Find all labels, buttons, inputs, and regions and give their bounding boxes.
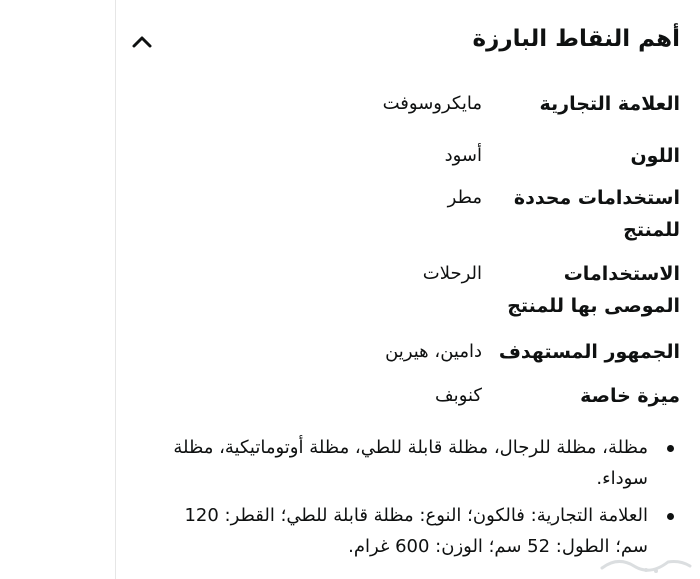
attribute-key: اللون — [630, 145, 680, 167]
collapse-button[interactable] — [128, 28, 156, 56]
attribute-row-recommended-uses — [140, 258, 680, 336]
bullet-dot-icon — [667, 445, 674, 452]
attribute-key: استخدامات محددة للمنتج — [513, 187, 680, 241]
bullet-text: العلامة التجارية: فالكون؛ النوع: مظلة قابلة للطي؛ القطر: 120 سم؛ الطول: 52 سم؛ الوزن: 600 غرام. — [184, 505, 648, 557]
attribute-row-color — [140, 140, 680, 182]
attribute-value: كنوبف — [435, 385, 482, 406]
bullet-text: مظلة، مظلة للرجال، مظلة قابلة للطي، مظلة أوتوماتيكية، مظلة سوداء. — [173, 437, 648, 489]
attribute-value: مطر — [447, 187, 482, 208]
attribute-row-brand — [140, 88, 680, 140]
highlights-header[interactable] — [118, 24, 680, 64]
highlights-panel — [118, 0, 700, 579]
attribute-value: أسود — [444, 145, 482, 166]
watermark-logo — [598, 552, 694, 576]
attribute-value: دامين، هيرين — [385, 341, 482, 362]
attribute-key: العلامة التجارية — [539, 93, 680, 115]
attribute-row-specific-uses — [140, 182, 680, 258]
attribute-value: مايكروسوفت — [382, 93, 482, 114]
attributes-table — [140, 88, 680, 432]
bullet-dot-icon — [667, 513, 674, 520]
chevron-up-icon — [131, 35, 153, 49]
attribute-row-target-audience — [140, 336, 680, 380]
attribute-key: ميزة خاصة — [580, 385, 680, 407]
attribute-row-special-feature — [140, 380, 680, 432]
attribute-key: الجمهور المستهدف — [498, 341, 680, 363]
left-gutter — [0, 0, 116, 579]
feature-bullets — [148, 432, 678, 568]
highlights-title: أهم النقاط البارزة — [472, 26, 680, 52]
attribute-key: الاستخدامات الموصى بها للمنتج — [507, 263, 680, 317]
list-item — [148, 432, 678, 494]
attribute-value: الرحلات — [422, 263, 482, 284]
